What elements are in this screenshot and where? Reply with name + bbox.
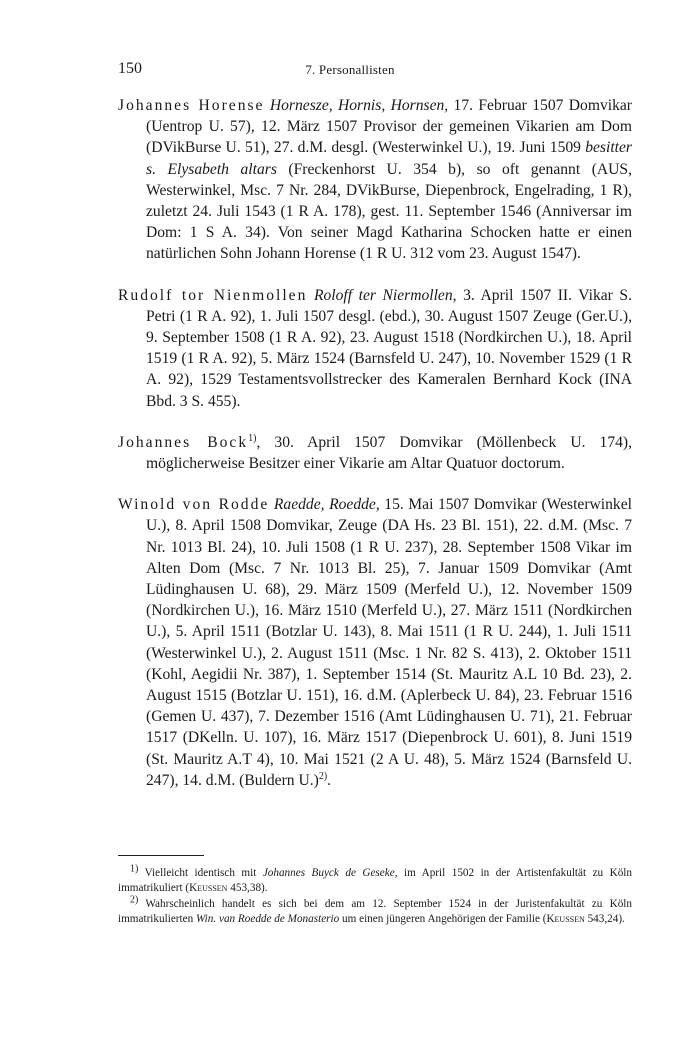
footnote-text: , im April 1502 in der Artistenfakultät zu Köln immatrikuliert (	[118, 867, 633, 895]
entry-name: Johannes Bock	[118, 433, 249, 451]
footnote-author: Keussen	[189, 882, 228, 895]
footnote-ref[interactable]: 2)	[318, 770, 328, 782]
footnote-text: um einen jüngeren Angehörigen der Familie (	[339, 912, 547, 925]
footnote-text: 453,38).	[227, 882, 268, 895]
footnotes	[118, 863, 633, 927]
entry-johannes-horense	[118, 95, 632, 265]
entry-text-end: .	[327, 771, 332, 789]
entry-text: , 30. April 1507 Domvikar (Möllenbeck U. 174), möglicherweise Besitzer einer Vikarie am Altar Quatuor doctorum.	[146, 433, 633, 473]
name-variants: Hornesze, Hornis, Hornsen,	[269, 97, 449, 114]
footnote-italic: Win. van Roedde de Monasterio	[195, 912, 340, 925]
footnote-divider	[118, 855, 204, 856]
name-variants: Raedde, Roedde,	[273, 496, 380, 514]
entry-text: (Freckenhorst U. 354 b), so oft genannt (AUS, Westerwinkel, Msc. 7 Nr. 284, DVikBurse, Diepenbrock, Engelrading, 1 R), zuletzt 24. Juli 1543 (1 R A. 178), gest. 11. September 1546 (Anniversar im Dom: 1 S A. 34). Von seiner Magd Katharina Schocken hatte er einen natürlichen Sohn Johann Horense (1 R U. 312 vom 23. August 1547).	[146, 160, 632, 263]
footnote-ref[interactable]: 1)	[248, 432, 257, 444]
entry-rudolf-tor-nienmollen	[118, 285, 632, 412]
entry-text: 3. April 1507 II. Vikar S. Petri (1 R A. 92), 1. Juli 1507 desgl. (ebd.), 30. August 1507 Zeuge (Ger.U.), 9. September 1508 (1 R A. 92), 23. August 1518 (Nordkirchen U.), 18. April 1519 (1 R A. 92), 5. März 1524 (Barnsfeld U. 247), 10. November 1529 (1 R A. 92), 1529 Testamentsvollstrecker des Kameralen Bernhard Kock (INA Bbd. 3 S. 455).	[146, 286, 632, 410]
footnote-author: Keussen	[546, 912, 585, 925]
footnote-text: Wahrscheinlich handelt es sich bei dem am 12. September 1524 in der Juristenfakultät zu Köln immatrikulierten	[118, 897, 632, 925]
footnote-mark: 2)	[130, 893, 139, 905]
footnote-2	[118, 893, 632, 928]
entry-name: Rudolf tor Nienmollen	[118, 286, 308, 304]
entry-text: 15. Mai 1507 Domvikar (Westerwinkel U.), 8. April 1508 Domvikar, Zeuge (DA Hs. 23 Bl. 151), 22. d.M. (Msc. 7 Nr. 1013 Bl. 24), 10. Juli 1508 (1 R U. 237), 28. September 1508 Vikar im Alten Dom (Msc. 7 Nr. 1013 Bl. 25), 7. Januar 1509 Domvikar (Amt Lüdinghausen U. 68), 29. März 1509 (Merfeld U.), 12. November 1509 (Nordkirchen U.), 16. März 1510 (Merfeld U.), 27. März 1511 (Nordkirchen U.), 5. April 1511 (Botzlar U. 143), 8. Mai 1511 (1 R U. 244), 1. Juli 1511 (Westerwinkel U.), 2. August 1511 (Msc. 1 Nr. 82 S. 413), 2. Oktober 1511 (Kohl, Aegidii Nr. 387), 1. September 1514 (St. Mauritz A.L 10 Bd. 23), 2. August 1515 (Botzlar U. 151), 16. d.M. (Aplerbeck U. 84), 23. Februar 1516 (Gemen U. 437), 7. Dezember 1516 (Amt Lüdinghausen U. 71), 21. Februar 1517 (DKelln. U. 107), 16. März 1517 (Diepenbrock U. 601), 8. Juni 1519 (St. Mauritz A.T 4), 10. Mai 1521 (2 A U. 48), 5. März 1524 (Barnsfeld U. 247), 14. d.M. (Buldern U.)	[146, 496, 632, 789]
footnote-text: Vielleicht identisch mit	[138, 867, 263, 879]
footnote-1	[118, 863, 633, 897]
entry-name: Johannes Horense	[118, 97, 265, 114]
name-variants: Roloff ter Niermollen,	[313, 286, 457, 304]
entry-text: 17. Februar 1507 Domvikar (Uentrop U. 57), 12. März 1507 Provisor der gemeinen Vikarien am Dom (DVikBurse U. 51), 27. d.M. desgl. (Westerwinkel U.), 19. Juni 1509	[146, 97, 632, 157]
entry-name: Winold von Rodde	[118, 496, 270, 514]
entry-quote: besitter s. Elysabeth altars	[146, 139, 632, 178]
footnote-italic: Johannes Buyck de Geseke	[262, 867, 395, 879]
footnote-text: 543,24).	[584, 912, 625, 925]
entry-list	[118, 95, 632, 791]
running-head: 7. Personallisten	[305, 62, 395, 77]
entry-johannes-bock	[118, 432, 632, 474]
footnote-mark: 1)	[130, 863, 139, 875]
page-number: 150	[118, 60, 142, 77]
entry-winold-von-rodde	[118, 494, 632, 791]
